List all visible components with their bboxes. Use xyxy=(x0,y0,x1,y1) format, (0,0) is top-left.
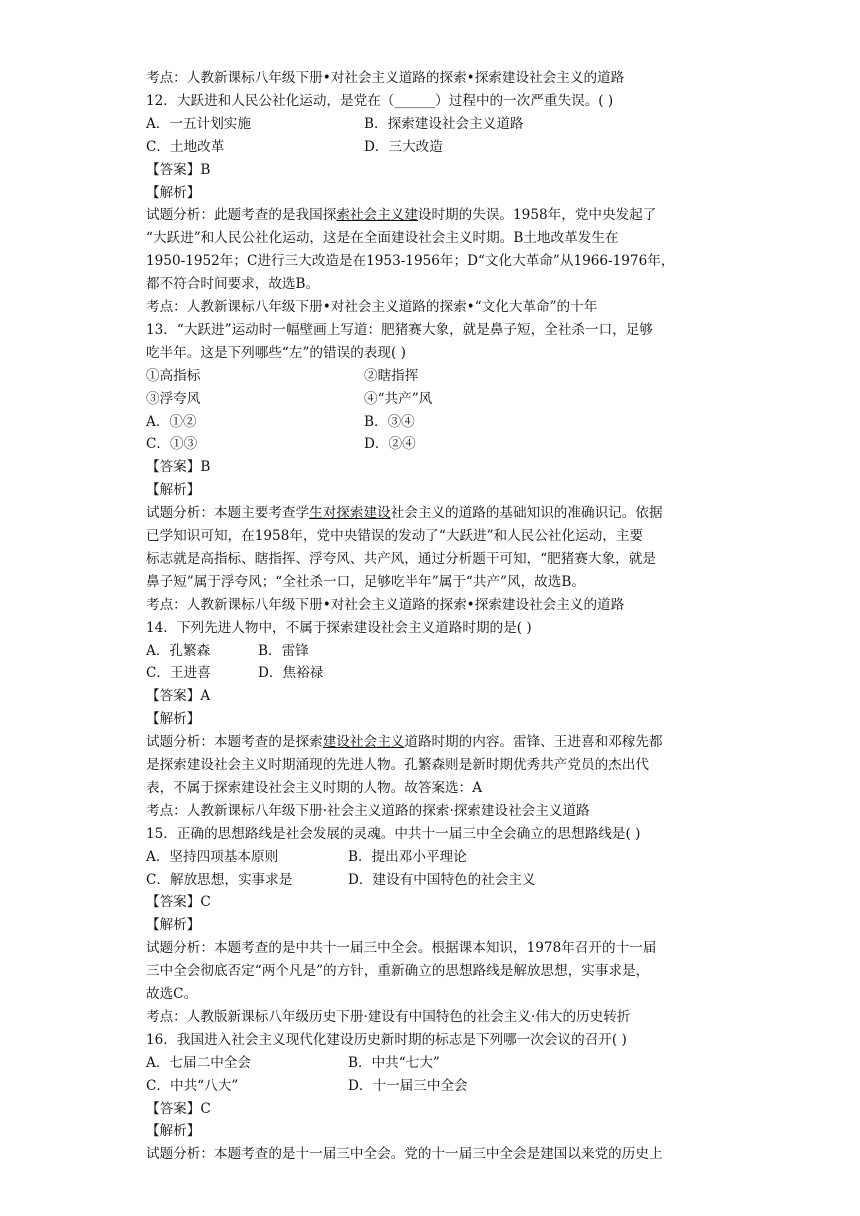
option-right: ②瞎指挥 xyxy=(364,368,419,384)
option-right: D．十一届三中全会 xyxy=(348,1078,468,1094)
option-left: C．王进喜 xyxy=(146,665,211,681)
text-line: 15．正确的思想路线是社会发展的灵魂。中共十一届三中全会确立的思想路线是( ) xyxy=(146,826,641,842)
text-line: 16．我国进入社会主义现代化建设历史新时期的标志是下列哪一次会议的召开( ) xyxy=(146,1032,627,1048)
text-line: 试题分析：本题考查的是中共十一届三中全会。根据课本知识，1978年召开的十一届 xyxy=(146,940,657,956)
text-line: 【解析】 xyxy=(146,482,201,498)
text-line: 13．“大跃进”运动时一幅壁画上写道：肥猪赛大象，就是鼻子短，全社杀一口，足够 xyxy=(146,322,653,338)
option-right: D．三大改造 xyxy=(364,139,443,155)
option-left: ①高指标 xyxy=(146,368,201,384)
text-line: 考点：人教新课标八年级下册•对社会主义道路的探索•探索建设社会主义的道路 xyxy=(146,597,625,613)
text-line: 都不符合时间要求，故选B。 xyxy=(146,276,320,292)
option-left: C．解放思想，实事求是 xyxy=(146,872,293,888)
option-right: ④“共产”风 xyxy=(364,391,433,407)
option-right: B．③④ xyxy=(364,414,415,430)
underlined-segment: 建设社会主义 xyxy=(322,734,405,750)
underlined-segment: 索社会主义建 xyxy=(336,207,418,223)
text-line: 故选C。 xyxy=(146,986,198,1002)
text-line: 已学知识可知，在1958年，党中央错误的发动了“大跃进”和人民公社化运动，主要 xyxy=(146,528,644,544)
text-line: 【解析】 xyxy=(146,185,201,201)
text-line: 【答案】B xyxy=(146,459,211,475)
text-segment: 试题分析：本题主要考查学 xyxy=(146,505,310,521)
text-segment: 试题分析：本题考查的是探索 xyxy=(146,734,323,750)
option-right: D．②④ xyxy=(364,436,416,452)
text-line: 考点：人教版新课标八年级历史下册·建设有中国特色的社会主义·伟大的历史转折 xyxy=(146,1009,631,1025)
option-right: B．探索建设社会主义道路 xyxy=(364,116,524,132)
text-segment: 试题分析：此题考查的是我国探 xyxy=(146,207,337,223)
text-line: 【答案】A xyxy=(146,688,211,704)
text-line: 三中全会彻底否定“两个凡是”的方针，重新确立的思想路线是解放思想，实事求是， xyxy=(146,963,650,979)
option-right: B．中共“七大” xyxy=(348,1055,440,1071)
text-line: 考点：人教新课标八年级下册·社会主义道路的探索·探索建设社会主义道路 xyxy=(146,803,590,819)
text-line: 【解析】 xyxy=(146,1123,201,1139)
option-right: B．雷锋 xyxy=(258,643,309,659)
text-line: 表，不属于探索建设社会主义时期的人物。故答案选：A xyxy=(146,780,483,796)
option-left: A．七届二中全会 xyxy=(146,1055,251,1071)
option-left: A．孔繁森 xyxy=(146,643,211,659)
option-left: A．①② xyxy=(146,414,197,430)
underlined-segment: 生对探索建设 xyxy=(309,505,391,521)
text-segment: 社会主义的道路的基础知识的准确识记。依据 xyxy=(390,505,663,521)
option-left: C．中共“八大” xyxy=(146,1078,239,1094)
option-left: A．坚持四项基本原则 xyxy=(146,849,279,865)
text-line: “大跃进”和人民公社化运动，这是在全面建设社会主义时期。B土地改革发生在 xyxy=(146,230,619,246)
text-line xyxy=(146,204,846,226)
option-right: B．提出邓小平理论 xyxy=(348,849,467,865)
text-line: 是探索建设社会主义时期涌现的先进人物。孔繁森则是新时期优秀共产党员的杰出代 xyxy=(146,757,649,773)
text-line: 【解析】 xyxy=(146,711,201,727)
option-left: A．一五计划实施 xyxy=(146,116,251,132)
text-line: 【解析】 xyxy=(146,917,201,933)
text-segment: 道路时期的内容。雷锋、王进喜和邓稼先都 xyxy=(404,734,663,750)
option-left: C．土地改革 xyxy=(146,139,225,155)
text-line: 吃半年。这是下列哪些“左”的错误的表现( ) xyxy=(146,345,406,361)
text-line: 【答案】C xyxy=(146,1101,211,1117)
option-left: ③浮夸风 xyxy=(146,391,201,407)
text-line: 1950-1952年；C进行三大改造是在1953-1956年；D“文化大革命”从1966-1976年， xyxy=(146,253,675,269)
option-right: D．建设有中国特色的社会主义 xyxy=(348,872,536,888)
text-line: 考点：人教新课标八年级下册•对社会主义道路的探索•探索建设社会主义的道路 xyxy=(146,70,625,86)
text-line xyxy=(146,731,846,753)
text-line: 标志就是高指标、瞎指挥、浮夸风、共产风，通过分析题干可知，“肥猪赛大象，就是 xyxy=(146,551,656,567)
option-left: C．①③ xyxy=(146,436,198,452)
option-right: D．焦裕禄 xyxy=(258,665,324,681)
text-segment: 设时期的失误。1958年，党中央发起了 xyxy=(417,207,657,223)
text-line xyxy=(146,502,846,524)
text-line: 鼻子短”属于浮夸风；“全社杀一口，足够吃半年”属于“共产”风，故选B。 xyxy=(146,574,585,590)
text-line: 12．大跃进和人民公社化运动，是党在（______）过程中的一次严重失误。( ) xyxy=(146,93,614,109)
text-line: 试题分析：本题考查的是十一届三中全会。党的十一届三中全会是建国以来党的历史上 xyxy=(146,1146,663,1162)
text-line: 【答案】C xyxy=(146,894,211,910)
text-line: 【答案】B xyxy=(146,162,211,178)
text-line: 考点：人教新课标八年级下册•对社会主义道路的探索•“文化大革命”的十年 xyxy=(146,299,598,315)
text-line: 14．下列先进人物中，不属于探索建设社会主义道路时期的是( ) xyxy=(146,620,532,636)
